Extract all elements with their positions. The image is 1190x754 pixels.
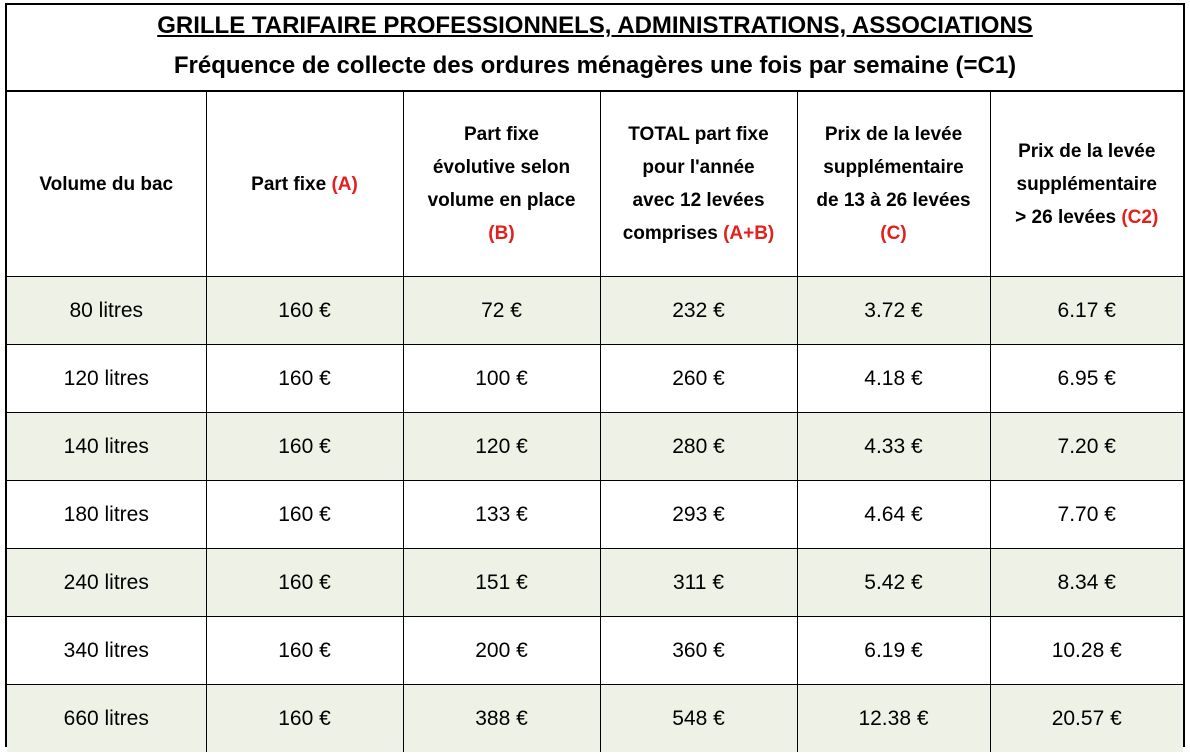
cell-part-fixe: 160 €: [206, 617, 403, 685]
header-total-line-2: pour l'année: [642, 157, 755, 178]
cell-part-fixe: 160 €: [206, 413, 403, 481]
header-volume: [7, 92, 206, 277]
table-row: [7, 413, 1183, 481]
cell-levee-13-26: 12.38 €: [797, 685, 990, 753]
table-row: [7, 481, 1183, 549]
header-volume-line: Volume du bac: [39, 173, 174, 195]
cell-levee-over-26: 10.28 €: [990, 617, 1183, 685]
cell-part-evolutive: 120 €: [403, 413, 600, 481]
header-row: [7, 92, 1183, 277]
cell-total: 293 €: [600, 481, 797, 549]
header-levee-over-26: [990, 92, 1183, 277]
cell-levee-over-26: 7.70 €: [990, 481, 1183, 549]
table-row: [7, 617, 1183, 685]
table-row: [7, 685, 1183, 753]
cell-levee-over-26: 6.17 €: [990, 277, 1183, 345]
cell-levee-over-26: 8.34 €: [990, 549, 1183, 617]
cell-part-fixe: 160 €: [206, 277, 403, 345]
page-subtitle: Fréquence de collecte des ordures ménagères une fois par semaine (=C1): [173, 52, 1017, 79]
header-levee-13-26-code: (C): [880, 223, 907, 244]
header-part-evolutive-line-1: Part fixe: [464, 124, 539, 145]
cell-part-evolutive: 151 €: [403, 549, 600, 617]
cell-levee-13-26: 6.19 €: [797, 617, 990, 685]
header-total-line-4: comprises: [622, 223, 718, 244]
header-levee-over-26-line-3: > 26 levées: [1015, 206, 1117, 228]
cell-levee-13-26: 4.18 €: [797, 345, 990, 413]
header-total-line-1: TOTAL part fixe: [628, 124, 769, 145]
header-part-fixe: [206, 92, 403, 277]
header-part-evolutive-code: (B): [488, 223, 515, 244]
cell-total: 260 €: [600, 345, 797, 413]
cell-levee-over-26: 20.57 €: [990, 685, 1183, 753]
cell-volume: 660 litres: [7, 685, 206, 753]
header-levee-over-26-line-2: supplémentaire: [1016, 173, 1157, 195]
header-part-evolutive: [403, 92, 600, 277]
cell-levee-over-26: 7.20 €: [990, 413, 1183, 481]
cell-total: 360 €: [600, 617, 797, 685]
header-levee-13-26-line-3: de 13 à 26 levées: [816, 190, 971, 211]
table-row: [7, 277, 1183, 345]
header-levee-over-26-code: (C2): [1121, 206, 1159, 228]
cell-part-fixe: 160 €: [206, 685, 403, 753]
cell-levee-13-26: 4.64 €: [797, 481, 990, 549]
tariff-table: [7, 92, 1183, 752]
title-block: [7, 5, 1183, 92]
cell-levee-13-26: 4.33 €: [797, 413, 990, 481]
cell-volume: 120 litres: [7, 345, 206, 413]
cell-part-evolutive: 72 €: [403, 277, 600, 345]
cell-total: 311 €: [600, 549, 797, 617]
header-levee-13-26-line-2: supplémentaire: [823, 157, 964, 178]
cell-part-fixe: 160 €: [206, 345, 403, 413]
cell-volume: 140 litres: [7, 413, 206, 481]
tariff-sheet: [5, 3, 1185, 747]
header-part-fixe-code: (A): [331, 173, 358, 195]
cell-levee-13-26: 5.42 €: [797, 549, 990, 617]
cell-part-fixe: 160 €: [206, 481, 403, 549]
cell-part-evolutive: 133 €: [403, 481, 600, 549]
cell-part-evolutive: 388 €: [403, 685, 600, 753]
cell-volume: 80 litres: [7, 277, 206, 345]
table-row: [7, 345, 1183, 413]
header-total-code: (A+B): [723, 223, 775, 244]
page-title: GRILLE TARIFAIRE PROFESSIONNELS, ADMINISTRATIONS, ASSOCIATIONS: [157, 12, 1033, 39]
header-part-fixe-line: Part fixe: [251, 173, 327, 195]
header-levee-13-26: [797, 92, 990, 277]
header-total: [600, 92, 797, 277]
cell-total: 548 €: [600, 685, 797, 753]
cell-levee-13-26: 3.72 €: [797, 277, 990, 345]
header-levee-over-26-line-1: Prix de la levée: [1018, 140, 1156, 162]
cell-volume: 240 litres: [7, 549, 206, 617]
header-part-evolutive-line-2: évolutive selon: [432, 157, 571, 178]
table-row: [7, 549, 1183, 617]
cell-volume: 180 litres: [7, 481, 206, 549]
header-total-line-3: avec 12 levées: [632, 190, 765, 211]
cell-total: 280 €: [600, 413, 797, 481]
header-part-evolutive-line-3: volume en place: [427, 190, 576, 211]
cell-part-fixe: 160 €: [206, 549, 403, 617]
cell-part-evolutive: 100 €: [403, 345, 600, 413]
header-levee-13-26-line-1: Prix de la levée: [824, 124, 963, 145]
cell-volume: 340 litres: [7, 617, 206, 685]
cell-levee-over-26: 6.95 €: [990, 345, 1183, 413]
cell-total: 232 €: [600, 277, 797, 345]
cell-part-evolutive: 200 €: [403, 617, 600, 685]
